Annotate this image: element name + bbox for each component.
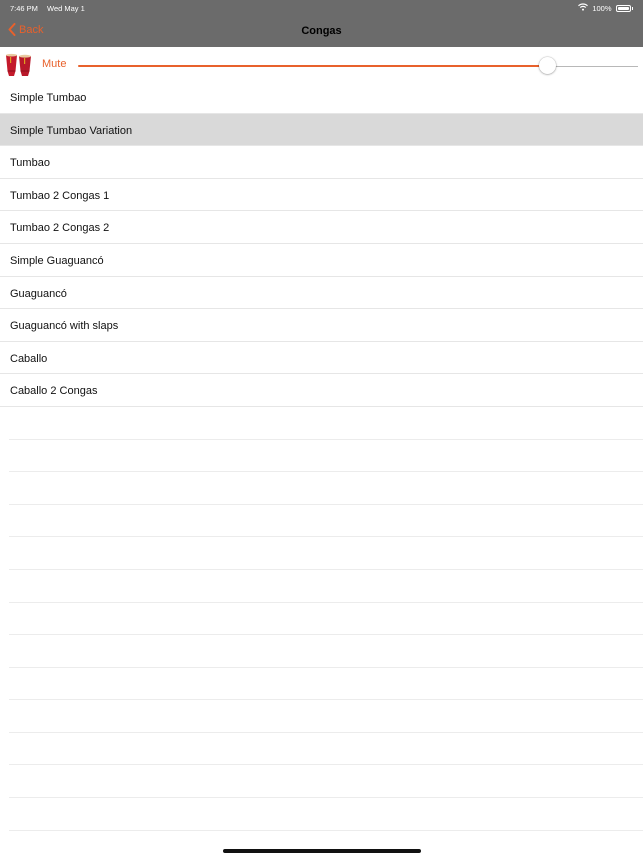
empty-row xyxy=(9,603,643,636)
pattern-label: Tumbao xyxy=(10,157,50,170)
conga-drums-icon xyxy=(5,53,33,77)
volume-slider[interactable] xyxy=(78,59,638,73)
pattern-row[interactable] xyxy=(0,146,643,179)
page-title: Congas xyxy=(301,25,342,37)
pattern-label: Tumbao 2 Congas 1 xyxy=(10,189,110,202)
status-right xyxy=(578,3,633,13)
battery-percent: 100% xyxy=(592,3,612,13)
pattern-label: Simple Guaguancó xyxy=(10,254,104,267)
mute-label[interactable]: Mute xyxy=(42,58,67,70)
empty-row xyxy=(9,668,643,701)
slider-track-filled xyxy=(78,65,548,67)
pattern-row[interactable] xyxy=(0,244,643,277)
pattern-list xyxy=(0,81,643,831)
empty-row xyxy=(9,635,643,668)
pattern-row[interactable] xyxy=(0,179,643,212)
pattern-row[interactable] xyxy=(0,309,643,342)
empty-row xyxy=(9,407,643,440)
home-indicator[interactable] xyxy=(223,849,421,853)
empty-row xyxy=(9,700,643,733)
pattern-label: Simple Tumbao Variation xyxy=(10,124,133,137)
pattern-row[interactable] xyxy=(0,277,643,310)
pattern-row[interactable] xyxy=(0,374,643,407)
status-bar xyxy=(0,0,643,16)
pattern-row-selected[interactable] xyxy=(0,114,643,147)
slider-thumb[interactable] xyxy=(539,57,556,74)
pattern-row[interactable] xyxy=(0,342,643,375)
status-date: Wed May 1 xyxy=(47,4,85,13)
back-label: Back xyxy=(19,23,44,36)
empty-row xyxy=(9,440,643,473)
wifi-icon xyxy=(578,3,588,13)
empty-row xyxy=(9,733,643,766)
empty-row xyxy=(9,570,643,603)
pattern-label: Guaguancó xyxy=(10,287,67,300)
battery-tip-icon xyxy=(632,7,634,10)
empty-row xyxy=(9,798,643,831)
pattern-label: Guaguancó with slaps xyxy=(10,320,119,333)
pattern-label: Tumbao 2 Congas 2 xyxy=(10,222,110,235)
mute-row xyxy=(0,47,643,81)
slider-track-empty xyxy=(548,66,638,67)
navigation-bar xyxy=(0,16,643,47)
battery-icon xyxy=(616,5,631,12)
pattern-label: Caballo xyxy=(10,352,48,365)
pattern-label: Caballo 2 Congas xyxy=(10,385,98,398)
pattern-row[interactable] xyxy=(0,211,643,244)
pattern-row[interactable] xyxy=(0,81,643,114)
empty-row xyxy=(9,472,643,505)
status-time: 7:46 PM xyxy=(10,4,38,13)
empty-row xyxy=(9,505,643,538)
empty-row xyxy=(9,537,643,570)
empty-row xyxy=(9,765,643,798)
pattern-label: Simple Tumbao xyxy=(10,92,87,104)
